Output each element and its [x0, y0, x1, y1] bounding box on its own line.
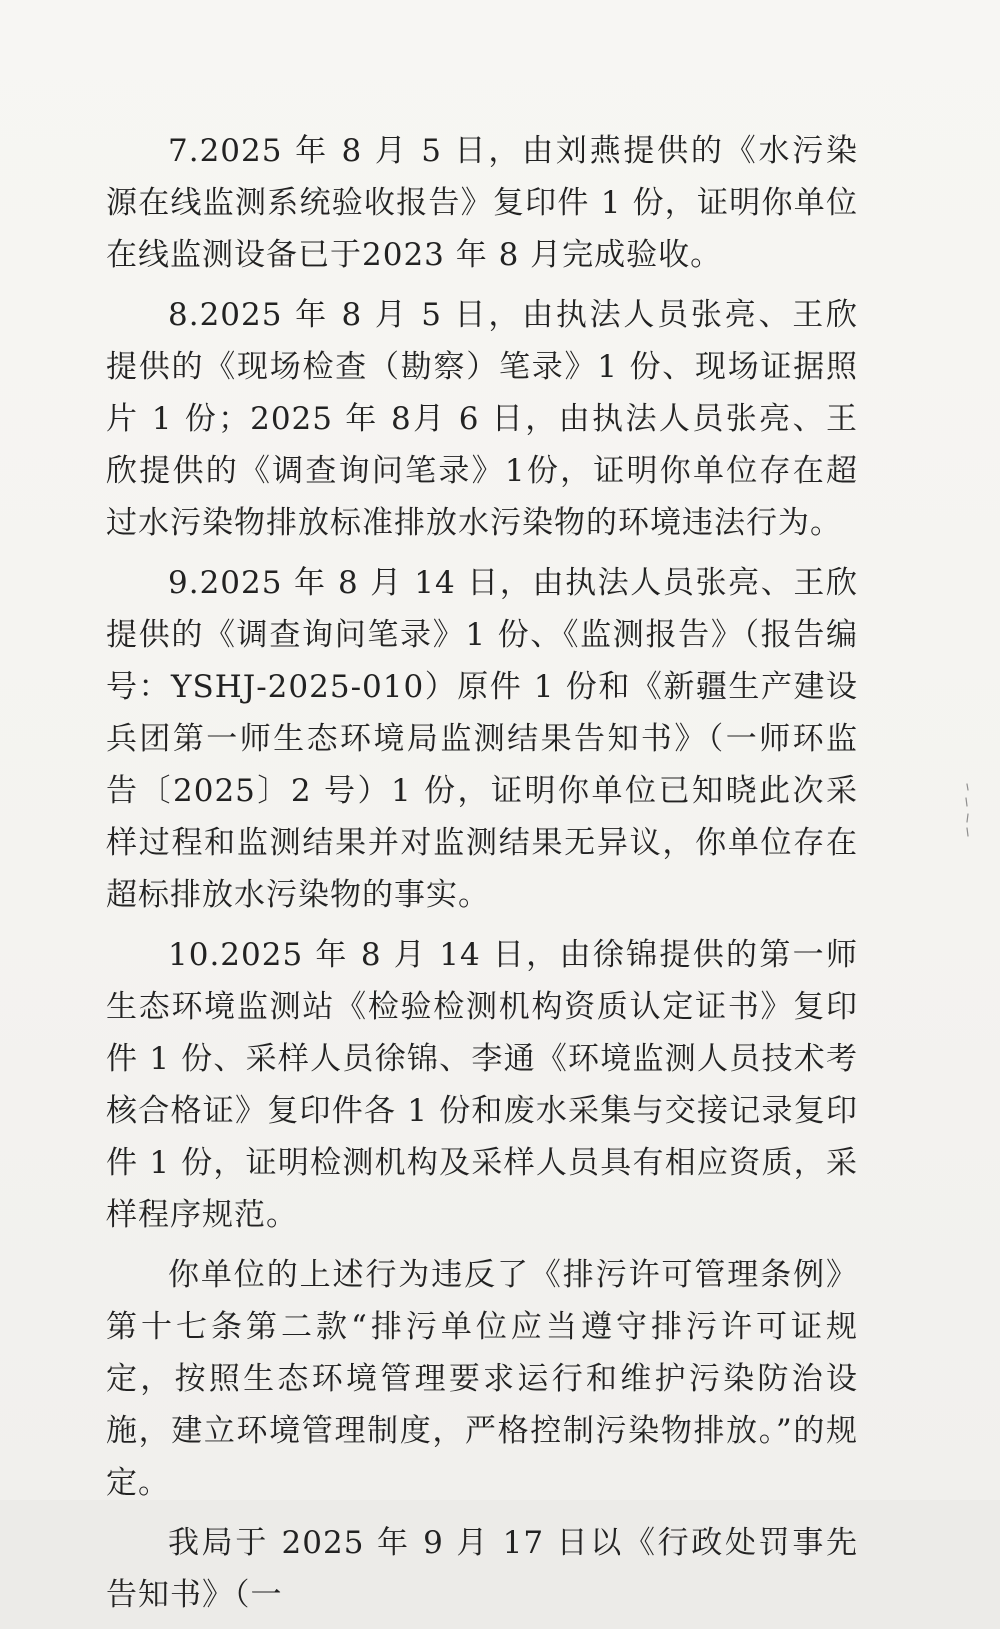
paragraph-prior-notice: 我局于 2025 年 9 月 17 日以《行政处罚事先告知书》（一	[106, 1525, 858, 1613]
paragraph-evidence-10: 10.2025 年 8 月 14 日，由徐锦提供的第一师生态环境监测站《检验检测机构资质认定证书》复印件 1 份、采样人员徐锦、李通《环境监测人员技术考核合格证》复印件各 1 份和废水采集与交接记录复印件 1 份，证明检测机构及采样人员具有相应资质，采样程序规范。	[106, 937, 858, 1233]
paragraph-evidence-8: 8.2025 年 8 月 5 日，由执法人员张亮、王欣提供的《现场检查（勘察）笔录》1 份、现场证据照片 1 份；2025 年 8月 6 日，由执法人员张亮、王欣提供的《调查询问笔录》1份，证明你单位存在超过水污染物排放标准排放水污染物的环境违法行为。	[106, 297, 858, 541]
margin-scratch-mark	[962, 780, 972, 840]
paragraph-violation-statement: 你单位的上述行为违反了《排污许可管理条例》第十七条第二款“排污单位应当遵守排污许可证规定，按照生态环境管理要求运行和维护污染防治设施，建立环境管理制度，严格控制污染物排放。”的规定。	[106, 1257, 858, 1501]
paragraph-evidence-9: 9.2025 年 8 月 14 日，由执法人员张亮、王欣提供的《调查询问笔录》1 份、《监测报告》（报告编号：YSHJ-2025-010）原件 1 份和《新疆生产建设兵团第一师生态环境局监测结果告知书》（一师环监告〔2025〕2 号）1 份，证明你单位已知晓此次采样过程和监测结果并对监测结果无异议，你单位存在超标排放水污染物的事实。	[106, 565, 858, 913]
document-body	[106, 125, 858, 1629]
paragraph-evidence-7: 7.2025 年 8 月 5 日，由刘燕提供的《水污染源在线监测系统验收报告》复印件 1 份，证明你单位在线监测设备已于2023 年 8 月完成验收。	[106, 133, 858, 273]
